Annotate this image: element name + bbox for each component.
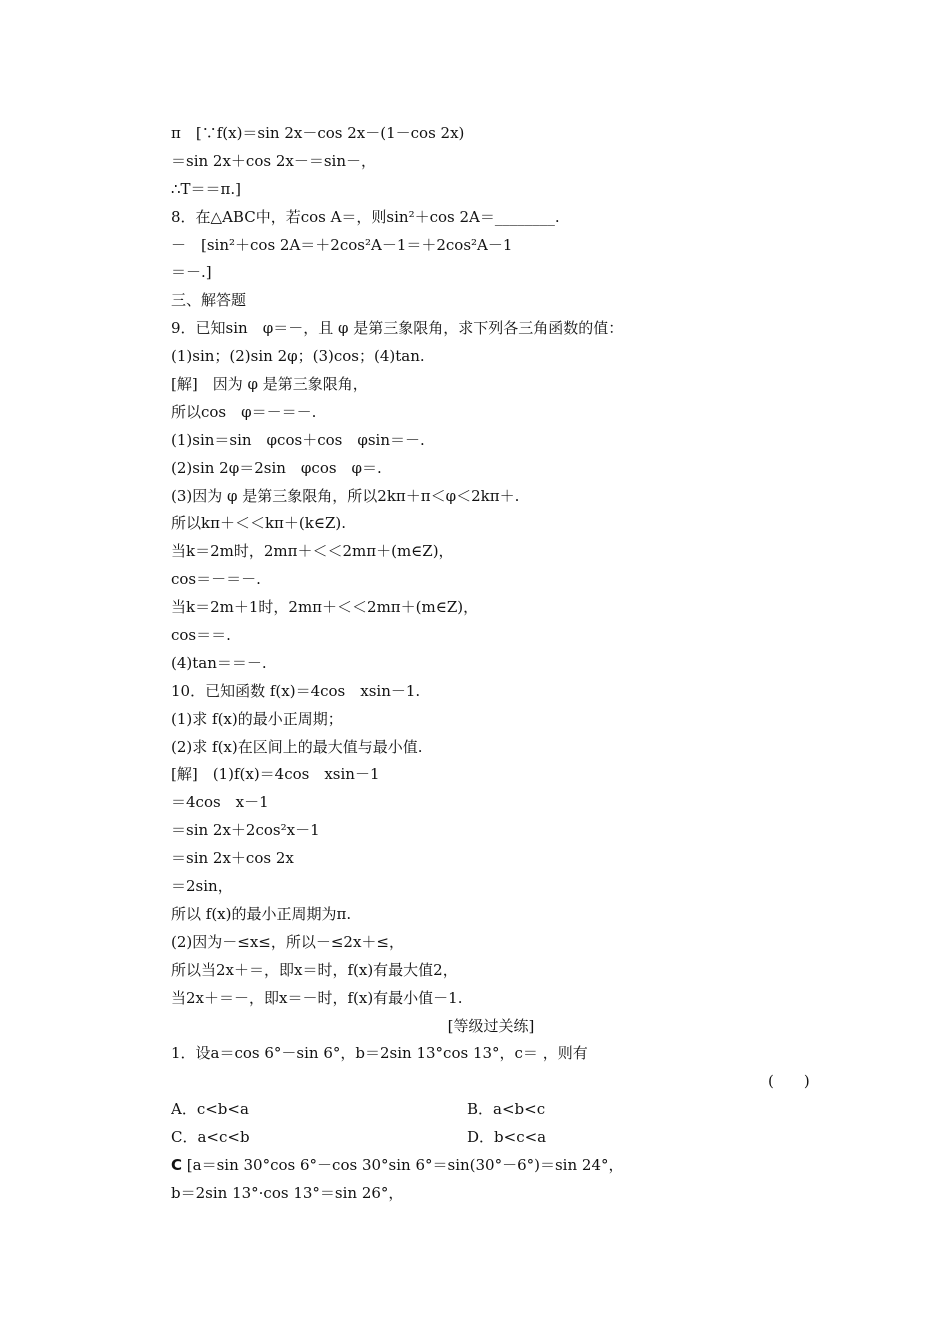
text-line: π [∵f(x)＝sin 2x－cos 2x－(1－cos 2x) (171, 124, 465, 142)
text-line: 所以kπ＋＜＜kπ＋(k∈Z). (171, 514, 346, 533)
text-line: ＝sin 2x＋2cos²x－1 (171, 821, 320, 840)
text-line: (2)求 f(x)在区间上的最大值与最小值. (171, 737, 423, 756)
text-line: ＝4cos x－1 (171, 793, 269, 812)
section-title: [等级过关练] (447, 1016, 535, 1035)
text-line: [解] (1)f(x)＝4cos xsin－1 (171, 765, 380, 784)
text-line: (1)求 f(x)的最小正周期； (171, 709, 343, 728)
option-b: B．a<b<c (467, 1100, 546, 1119)
options-row (171, 1124, 811, 1152)
answer-letter: C (171, 1155, 183, 1174)
answer-line (171, 1152, 811, 1180)
question-1-stem: 1．设a＝cos 6°－sin 6°，b＝2sin 13°cos 13°，c＝ ，则有 (171, 1044, 588, 1063)
text-line: (1)sin；(2)sin 2φ；(3)cos；(4)tan. (171, 347, 425, 366)
text-line: cos＝－＝－. (171, 570, 261, 589)
text-line: (2)因为－≤x≤，所以－≤2x＋≤， (171, 932, 404, 951)
answer-line: b＝2sin 13°·cos 13°＝sin 26°， (171, 1183, 404, 1202)
text-line: 当k＝2m时，2mπ＋＜＜2mπ＋(m∈Z)， (171, 542, 454, 561)
answer-paren (171, 1068, 811, 1096)
answer-explanation: [a＝sin 30°cos 6°－cos 30°sin 6°＝sin(30°－6°)＝sin 24°， (186, 1155, 624, 1174)
text-line: [解] 因为 φ 是第三象限角， (171, 375, 368, 394)
text-line: ＝－.] (171, 263, 212, 282)
answer-paren-text: ( ) (768, 1072, 810, 1091)
text-line: ＝sin 2x＋cos 2x (171, 849, 294, 868)
text-line: － [sin²＋cos 2A＝＋2cos²A－1＝＋2cos²A－1 (171, 235, 513, 254)
text-line: ＝2sin， (171, 877, 233, 896)
text-line: 当2x＋＝－，即x＝－时，f(x)有最小值－1. (171, 988, 463, 1007)
text-line: ＝sin 2x＋cos 2x－＝sin－， (171, 151, 376, 170)
option-d: D．b<c<a (467, 1128, 547, 1147)
text-line: (3)因为 φ 是第三象限角，所以2kπ＋π＜φ＜2kπ＋. (171, 486, 520, 505)
text-line: 所以当2x＋＝，即x＝时，f(x)有最大值2， (171, 960, 458, 979)
text-line: (2)sin 2φ＝2sin φcos φ＝. (171, 458, 382, 477)
question-10: 10．已知函数 f(x)＝4cos xsin－1. (171, 681, 421, 700)
section-heading: 三、解答题 (171, 291, 247, 310)
text-line: 所以 f(x)的最小正周期为π. (171, 904, 352, 923)
options-row (171, 1096, 811, 1124)
text-line: (4)tan＝＝－. (171, 653, 267, 672)
text-line: 所以cos φ＝－＝－. (171, 402, 317, 421)
text-line: cos＝＝. (171, 626, 231, 645)
text-line: 当k＝2m＋1时，2mπ＋＜＜2mπ＋(m∈Z)， (171, 598, 479, 617)
option-a: A．c<b<a (171, 1100, 249, 1119)
text-line: (1)sin＝sin φcos＋cos φsin＝－. (171, 430, 425, 449)
question-8: 8．在△ABC中，若cos A＝，则sin²＋cos 2A＝________. (171, 207, 560, 226)
question-9: 9．已知sin φ＝－，且 φ 是第三象限角，求下列各三角函数的值： (171, 319, 624, 338)
document-content (171, 120, 811, 1208)
text-line: ∴T＝＝π.] (171, 179, 242, 198)
option-c: C．a<c<b (171, 1128, 250, 1147)
